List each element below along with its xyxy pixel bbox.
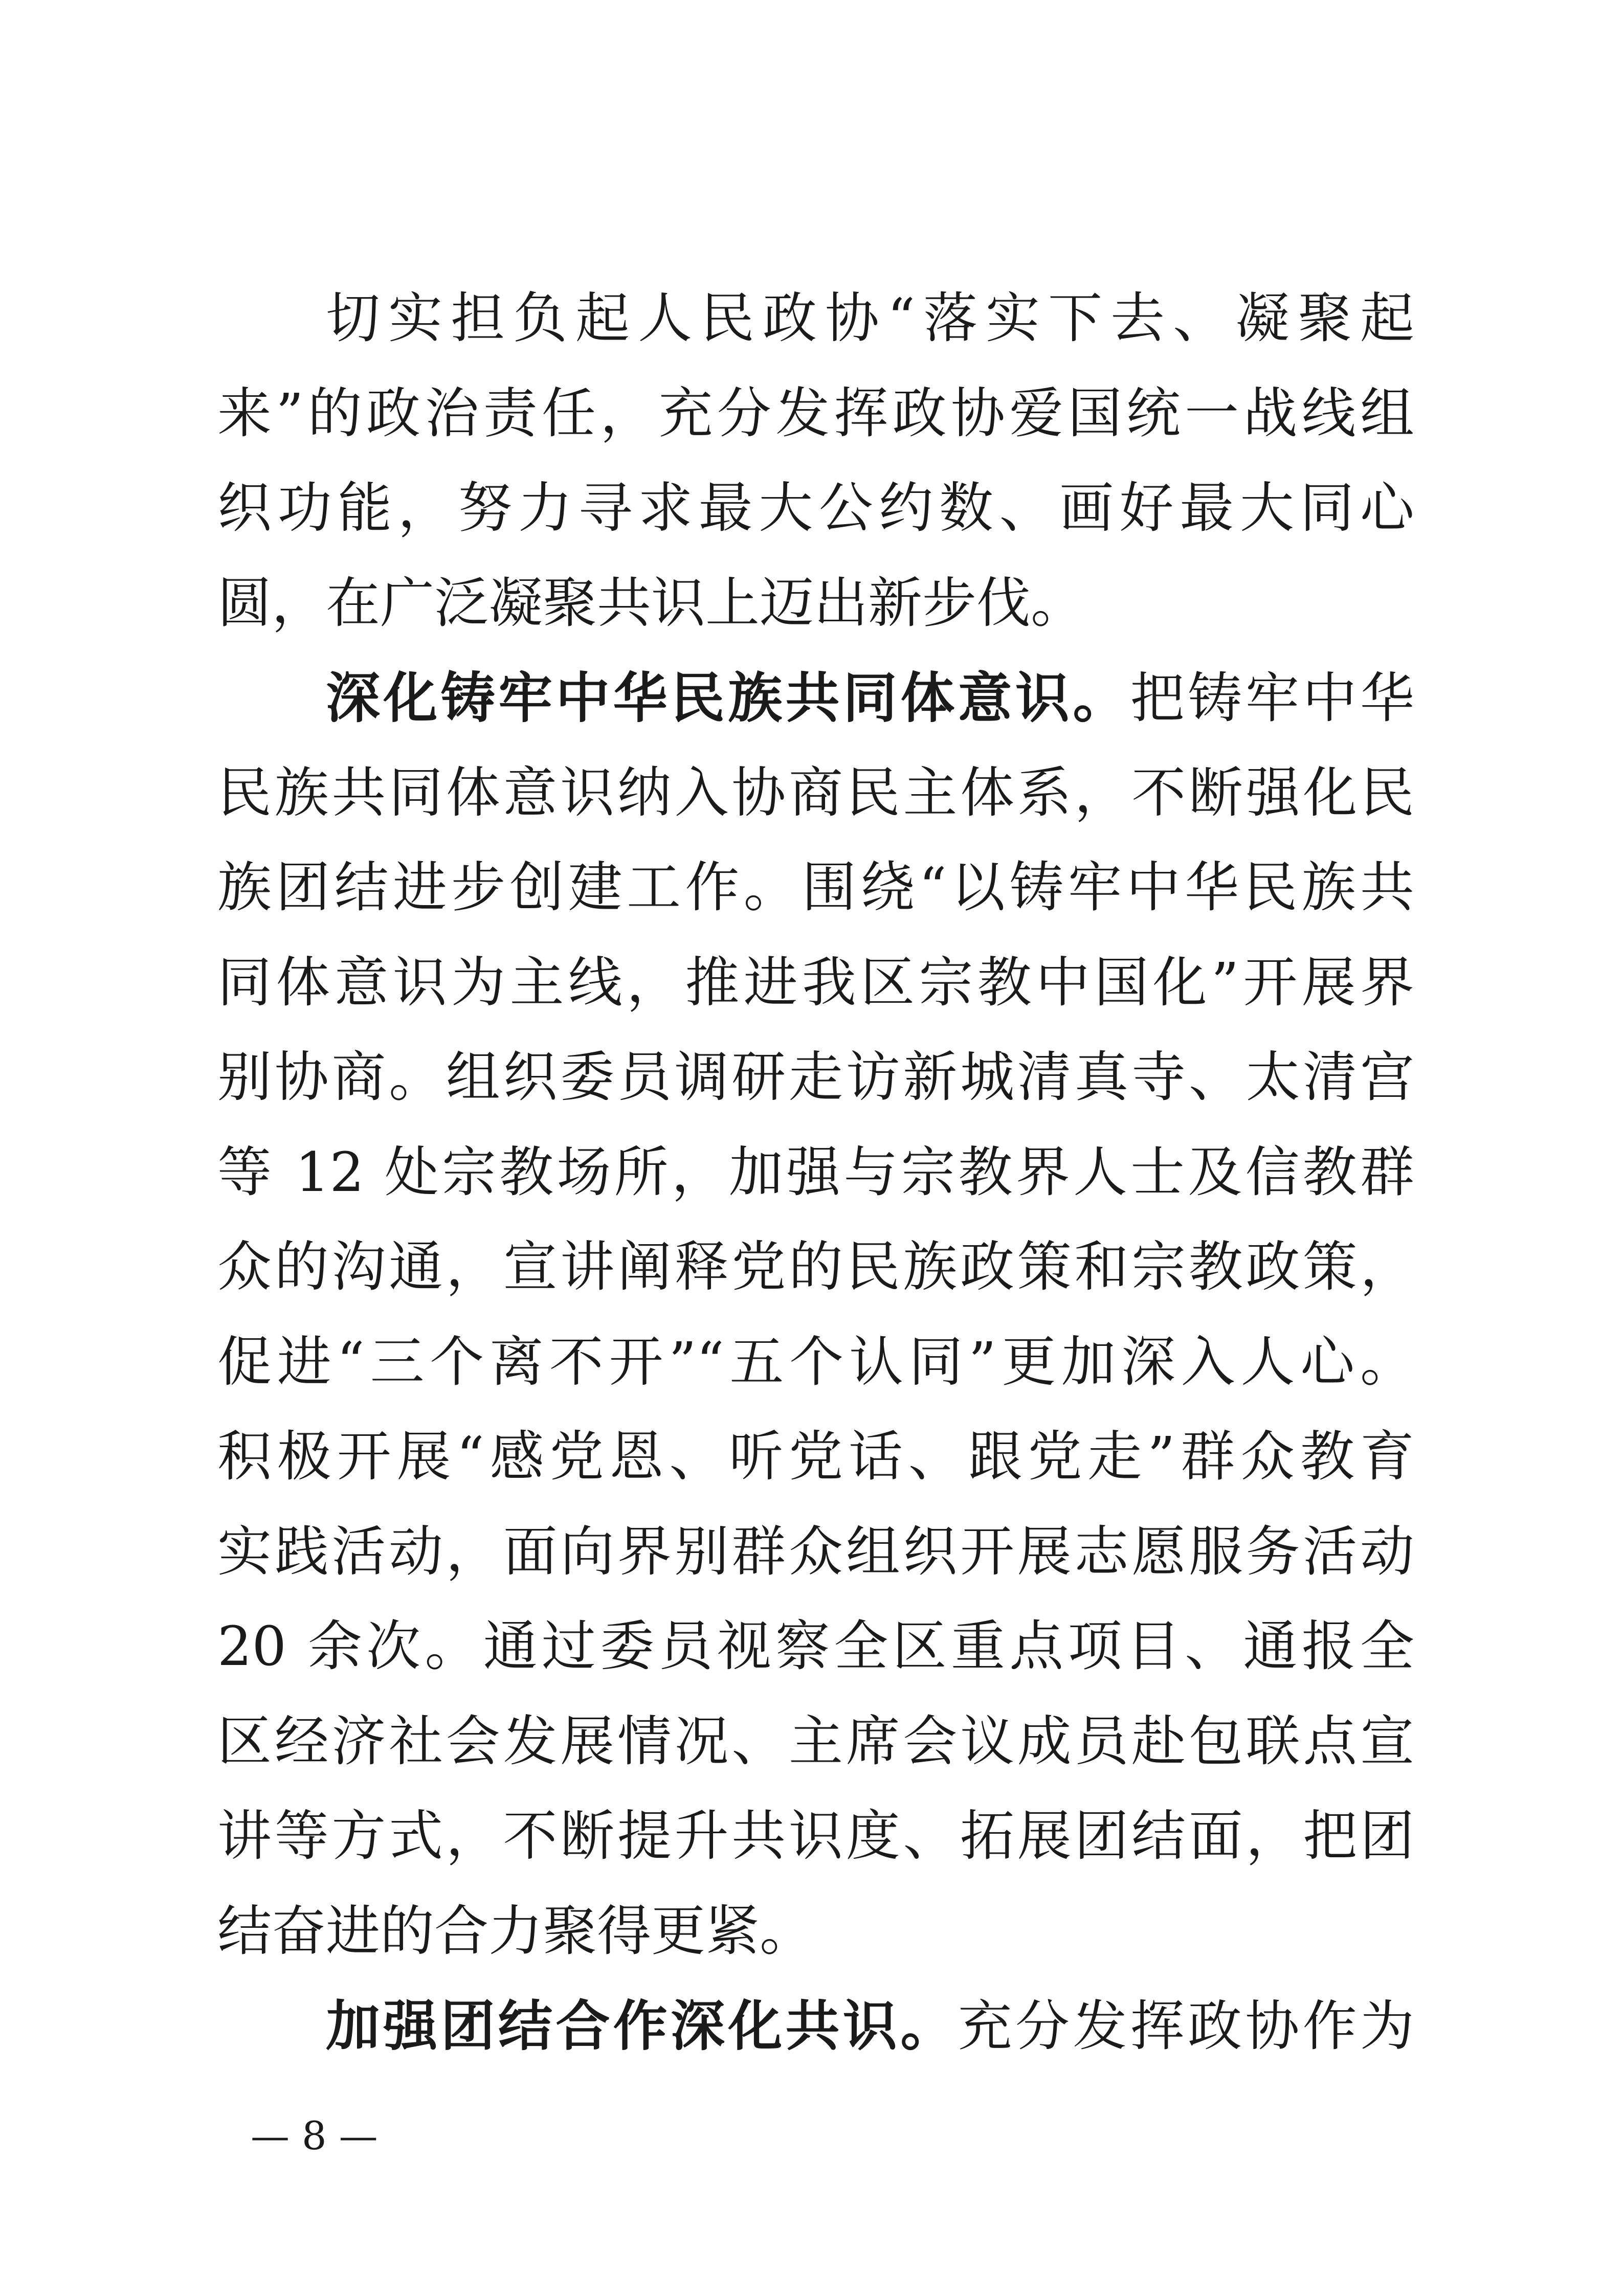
paragraph-line xyxy=(217,1030,1414,1125)
line-text: 促进“三个离不开”“五个认同”更加深入人心。 xyxy=(217,1330,1414,1393)
line-text: 区经济社会发展情况、主席会议成员赴包联点宣 xyxy=(217,1709,1414,1773)
line-text: 积极开展“感党恩、听党话、跟党走”群众教育 xyxy=(217,1425,1414,1488)
paragraph-line xyxy=(217,1978,1414,2074)
body-text xyxy=(217,271,1414,2074)
paragraph-line xyxy=(217,366,1414,461)
section-heading: 加强团结合作深化共识。 xyxy=(326,1994,958,2058)
line-text: 把铸牢中华 xyxy=(1130,667,1414,730)
section-heading: 深化铸牢中华民族共同体意识。 xyxy=(326,666,1130,730)
paragraph-line xyxy=(217,556,1414,651)
paragraph-line xyxy=(217,271,1414,366)
line-text: 实践活动，面向界别群众组织开展志愿服务活动 xyxy=(217,1520,1414,1583)
paragraph-line xyxy=(217,650,1414,746)
line-text: 充分发挥政协作为 xyxy=(958,1995,1414,2058)
line-text: 民族共同体意识纳入协商民主体系，不断强化民 xyxy=(217,761,1414,824)
line-text: 圆，在广泛凝聚共识上迈出新步伐。 xyxy=(217,571,1085,635)
line-text: 切实担负起人民政协“落实下去、凝聚起 xyxy=(326,287,1414,350)
line-text: 别协商。组织委员调研走访新城清真寺、太清宫 xyxy=(217,1046,1414,1109)
line-text: 织功能，努力寻求最大公约数、画好最大同心 xyxy=(217,477,1414,539)
line-text: 20 余次。通过委员视察全区重点项目、通报全 xyxy=(217,1615,1414,1678)
paragraph-line xyxy=(217,1220,1414,1315)
paragraph-line xyxy=(217,935,1414,1030)
paragraph-line xyxy=(217,1315,1414,1410)
line-text: 来”的政治责任，充分发挥政协爱国统一战线组 xyxy=(217,381,1414,445)
paragraph-line xyxy=(217,1884,1414,1979)
paragraph-line xyxy=(217,1694,1414,1789)
line-text: 同体意识为主线，推进我区宗教中国化”开展界 xyxy=(217,951,1414,1014)
paragraph-line xyxy=(217,1789,1414,1884)
line-text: 众的沟通，宣讲阐释党的民族政策和宗教政策， xyxy=(217,1235,1414,1298)
line-text: 等 12 处宗教场所，加强与宗教界人士及信教群 xyxy=(217,1140,1414,1204)
paragraph-line xyxy=(217,1599,1414,1694)
paragraph-line xyxy=(217,840,1414,935)
line-text: 讲等方式，不断提升共识度、拓展团结面，把团 xyxy=(217,1805,1414,1867)
line-text: 族团结进步创建工作。围绕“以铸牢中华民族共 xyxy=(217,856,1414,919)
page-number: — 8 — xyxy=(251,2113,378,2158)
paragraph-line xyxy=(217,1409,1414,1504)
line-text: 结奋进的合力聚得更紧。 xyxy=(217,1899,814,1963)
paragraph-line xyxy=(217,1504,1414,1600)
paragraph-line xyxy=(217,461,1414,556)
paragraph-line xyxy=(217,1125,1414,1220)
paragraph-line xyxy=(217,746,1414,841)
